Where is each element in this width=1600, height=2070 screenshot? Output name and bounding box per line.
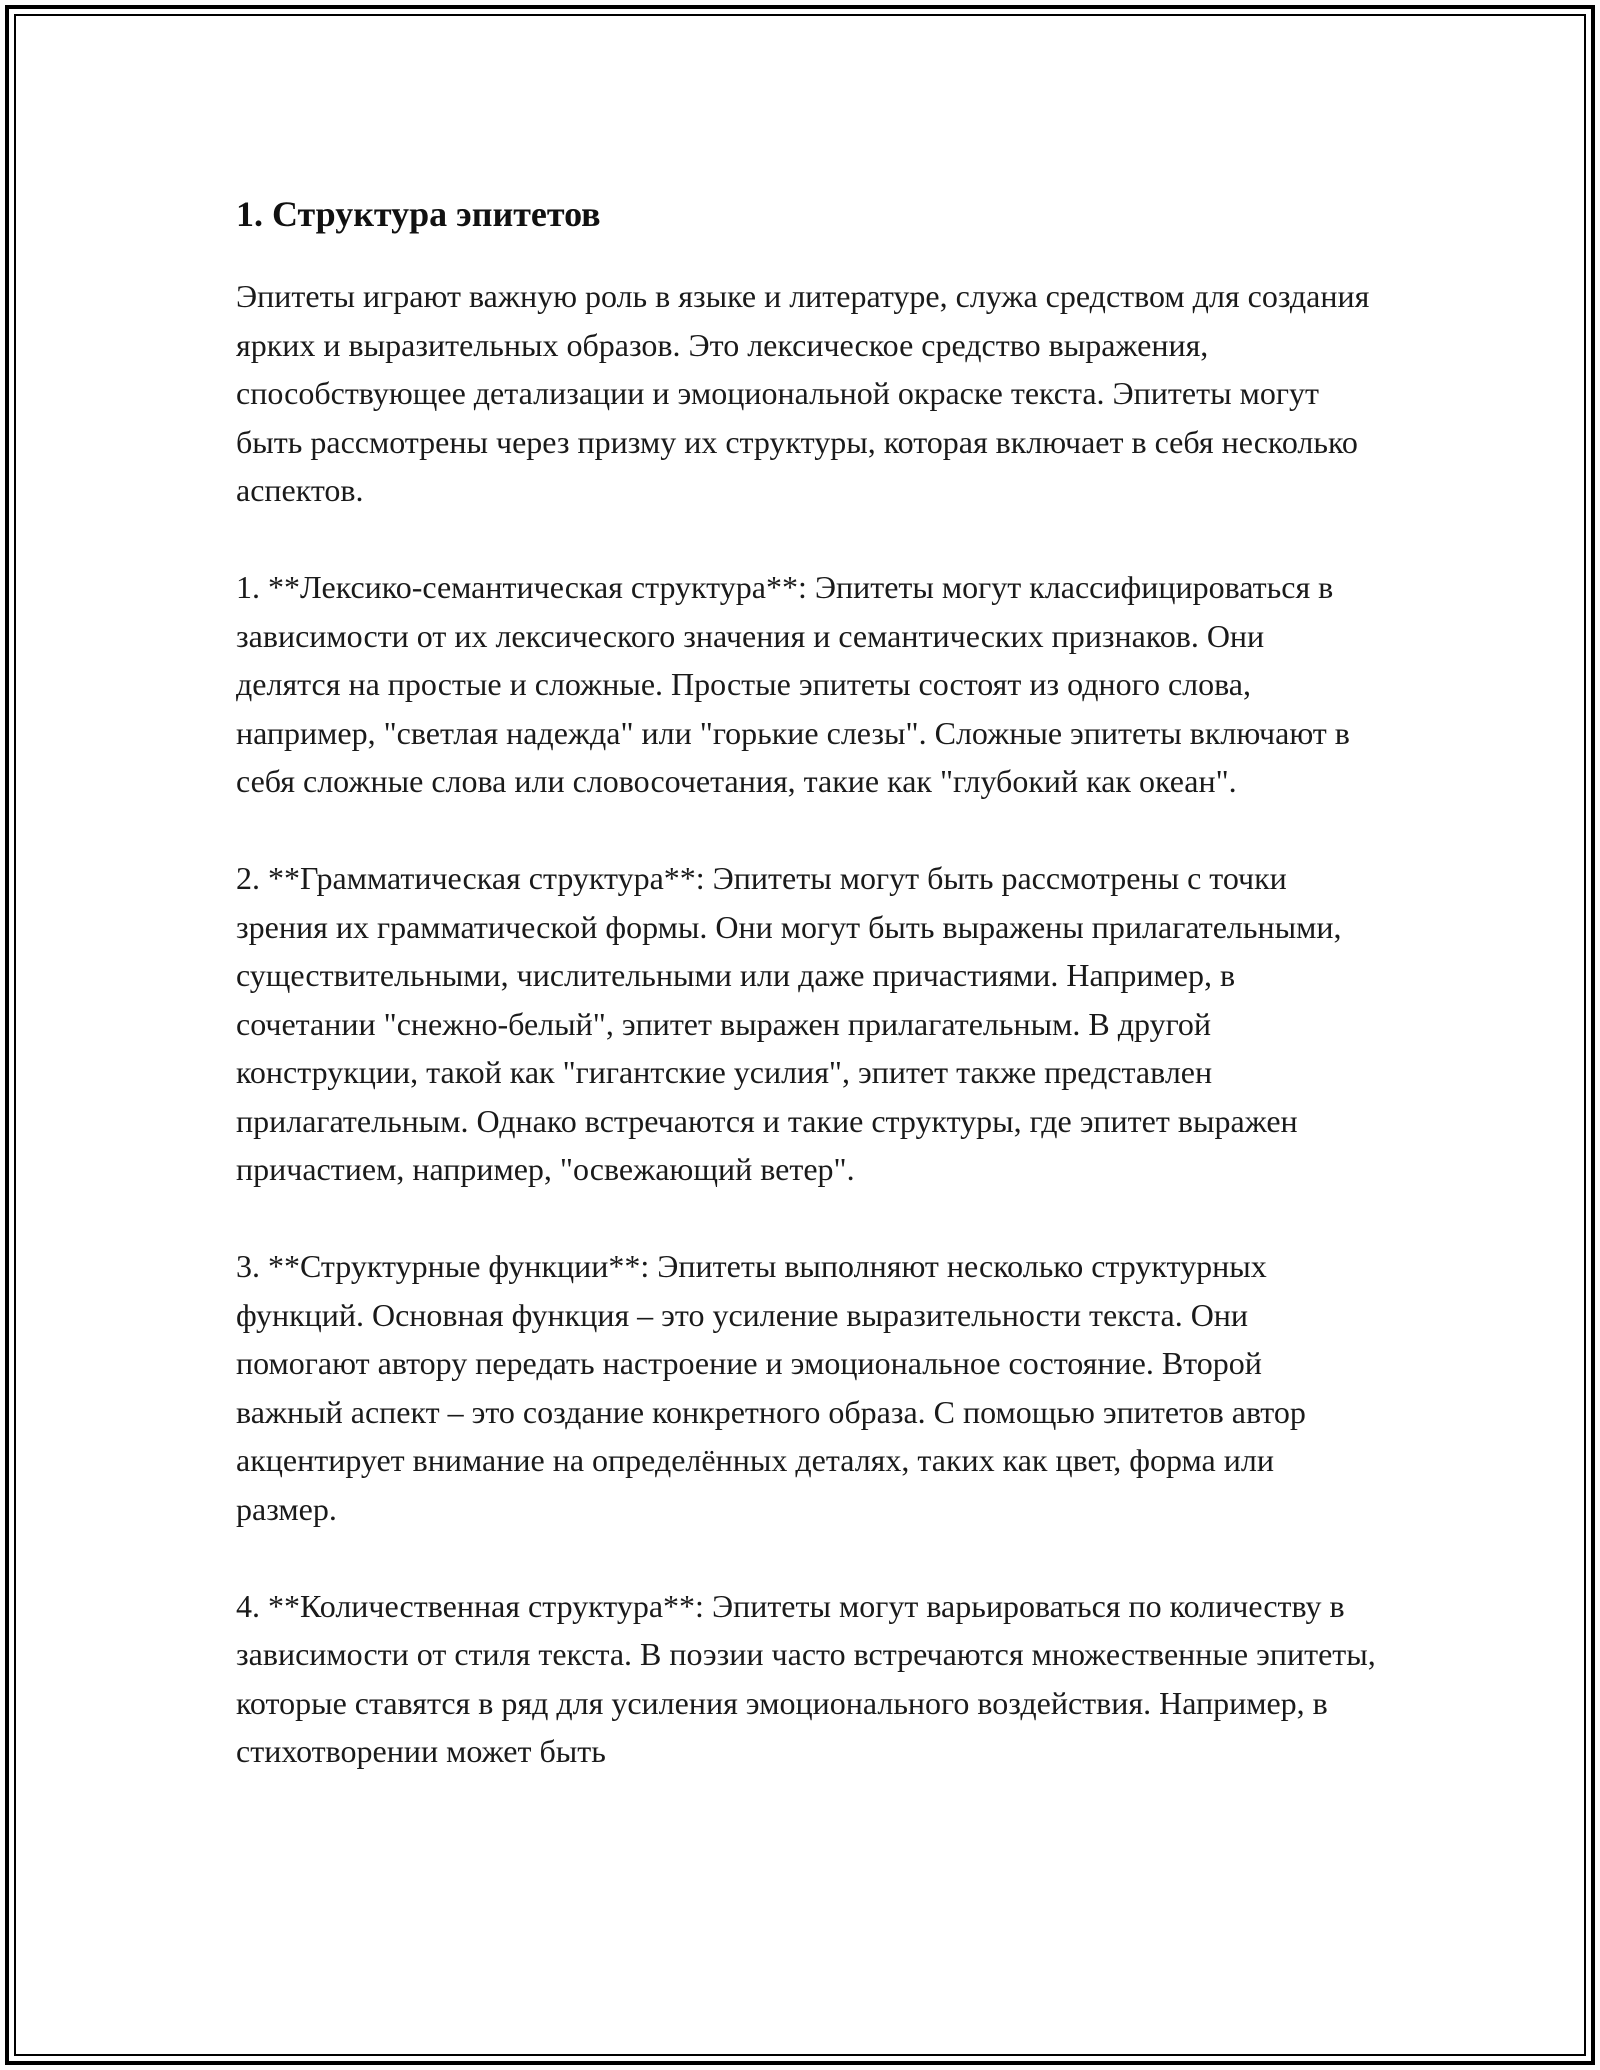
paragraph-structural-functions: 3. **Структурные функции**: Эпитеты выполняют несколько структурных функций. Основная функция – это усиление выразительности текста. Они помогают автору передать настроение и эмоциональное состояние. Второй важный аспект – это создание конкретного образа. С помощью эпитетов автор акцентирует внимание на определённых деталях, таких как цвет, форма или размер. [236,1248,1306,1527]
section-heading: 1. Структура эпитетов [236,194,601,234]
intro-paragraph: Эпитеты играют важную роль в языке и литературе, служа средством для создания ярких и выразительных образов. Это лексическое средство выражения, способствующее детализации и эмоциональной окраске текста. Эпитеты могут быть рассмотрены через призму их структуры, которая включает в себя несколько аспектов. [236,278,1370,508]
document-body [236,186,1376,1824]
paragraph-quantitative: 4. **Количественная структура**: Эпитеты могут варьироваться по количеству в зависимости от стиля текста. В поэзии часто встречаются множественные эпитеты, которые ставятся в ряд для усиления эмоционального воздействия. Например, в стихотворении может быть [236,1587,1376,1769]
paragraph-lexico-semantic: 1. **Лексико-семантическая структура**: Эпитеты могут классифицироваться в зависимости от их лексического значения и семантических признаков. Они делятся на простые и сложные. Простые эпитеты состоят из одного слова, например, "светлая надежда" или "горькие слезы". Сложные эпитеты включают в себя сложные слова или словосочетания, такие как "глубокий как океан". [236,569,1350,799]
paragraph-grammatical: 2. **Грамматическая структура**: Эпитеты могут быть рассмотрены с точки зрения их грамматической формы. Они могут быть выражены прилагательными, существительными, числительными или даже причастиями. Например, в сочетании "снежно-белый", эпитет выражен прилагательным. В другой конструкции, такой как "гигантские усилия", эпитет также представлен прилагательным. Однако встречаются и такие структуры, где эпитет выражен причастием, например, "освежающий ветер". [236,860,1342,1187]
